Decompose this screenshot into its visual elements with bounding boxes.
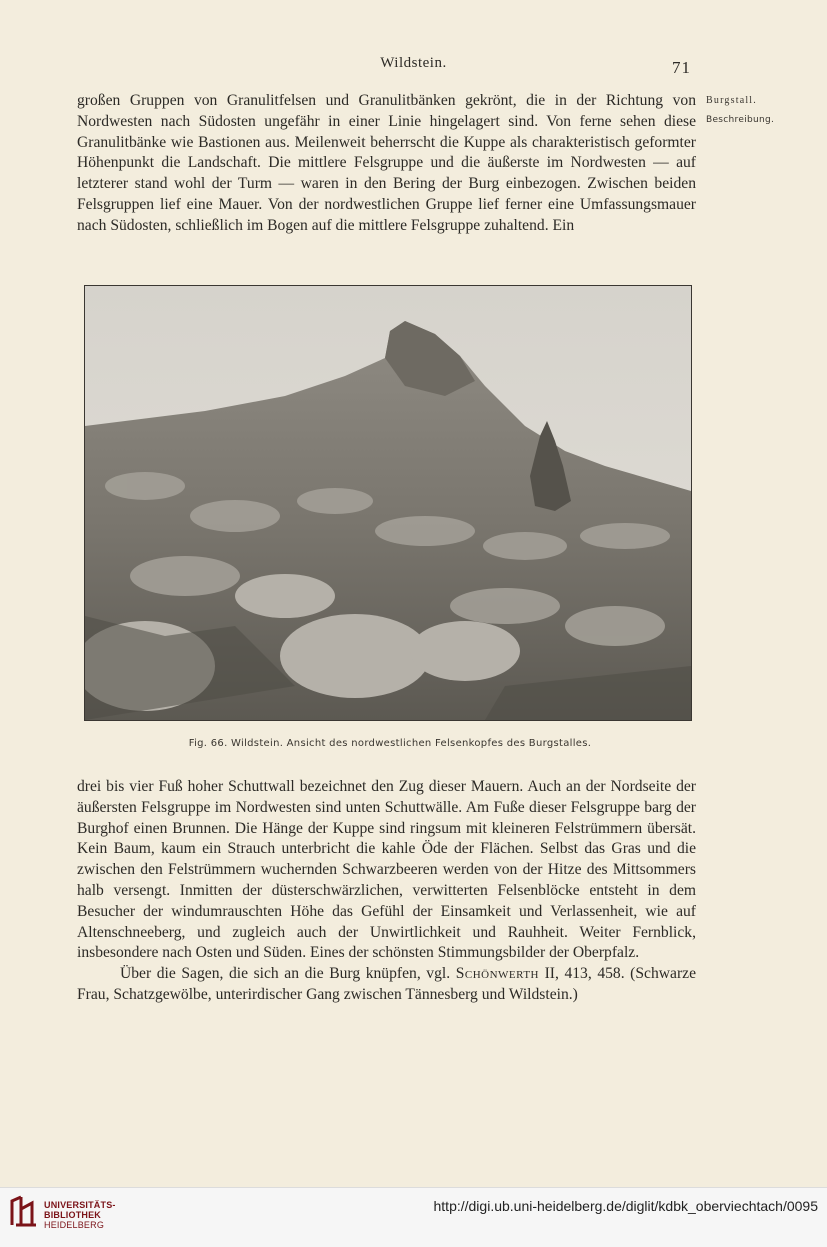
- library-footer: [0, 1187, 827, 1247]
- author-reference: Schönwerth: [455, 965, 539, 983]
- margin-note-beschreibung: Beschreibung.: [706, 115, 775, 125]
- paragraph-sagen: [77, 964, 696, 1006]
- paragraph: großen Gruppen von Granulitfelsen und Granulitbänken gekrönt, die in der Richtung von Nordwesten nach Südosten ungefähr in einer Linie hingelagert sind. Von ferne sehen diese Granulitbänke wie Bastionen aus. Meilenweit beherrscht die Kuppe als charakteristisch geformter Höhenpunkt die Landschaft. Die mittlere Felsgruppe und die äußerste im Nordwesten — auf letzterer stand wohl der Turm — waren in den Bering der Burg einbezogen. Zwischen beiden Felsgruppen lief eine Mauer. Von der nordwestlichen Gruppe lief ferner eine Umfassungsmauer nach Südosten, schließlich im Bogen auf die mittlere Felsgruppe zuhaltend. Ein: [77, 92, 696, 234]
- body-text-top: [77, 91, 696, 237]
- running-head: Wildstein.: [380, 55, 447, 71]
- logo-line-1: UNIVERSITÄTS-: [44, 1200, 116, 1210]
- figure-caption: Fig. 66. Wildstein. Ansicht des nordwestlichen Felsenkopfes des Burgstalles.: [188, 738, 592, 749]
- figure-photograph: [84, 285, 692, 721]
- body-text-bottom: [77, 777, 696, 1006]
- rock-landscape-image: [85, 286, 691, 720]
- paragraph: drei bis vier Fuß hoher Schuttwall bezeichnet den Zug dieser Mauern. Auch an der Nordseite der äußersten Felsgruppe im Nordwesten sind unten Schuttwälle. Am Fuße dieser Felsgruppe barg der Burghof einen Brunnen. Die Hänge der Kuppe sind ringsum mit kleineren Felstrümmern übersät. Kein Baum, kaum ein Strauch unterbricht die kahle Öde der Flächen. Selbst das Gras und die zwischen den Felstrümmern wuchernden Schwarzbeeren werden von der Hitze des Mittsommers halb versengt. Inmitten der düsterschwärzlichen, verwitterten Felsenblöcke entsteht in dem Besucher der windumrauschten Höhe das Gefühl der Einsamkeit und Verlassenheit, wie auf Altenschneeberg, und zugleich auch der Unwirtlichkeit und Rauhheit. Weiter Fernblick, insbesondere nach Osten und Süden. Eines der schönsten Stimmungsbilder der Oberpfalz.: [77, 778, 696, 962]
- library-logo-text: [44, 1200, 116, 1230]
- sagen-text-before: Über die Sagen, die sich an die Burg knüpfen, vgl.: [120, 965, 456, 983]
- sagen-text-after: II, 413, 458. (Schwarze Frau, Schatzgewölbe, unterirdischer Gang zwischen Tännesberg und Wildstein.): [77, 965, 696, 1003]
- source-url[interactable]: http://digi.ub.uni-heidelberg.de/diglit/kdbk_oberviechtach/0095: [433, 1198, 818, 1214]
- page-number: 71: [672, 58, 691, 77]
- library-logo-icon: [8, 1195, 38, 1229]
- logo-line-3: HEIDELBERG: [44, 1220, 105, 1230]
- margin-note-burgstall: Burgstall.: [706, 95, 757, 106]
- logo-line-2: BIBLIOTHEK: [44, 1210, 101, 1220]
